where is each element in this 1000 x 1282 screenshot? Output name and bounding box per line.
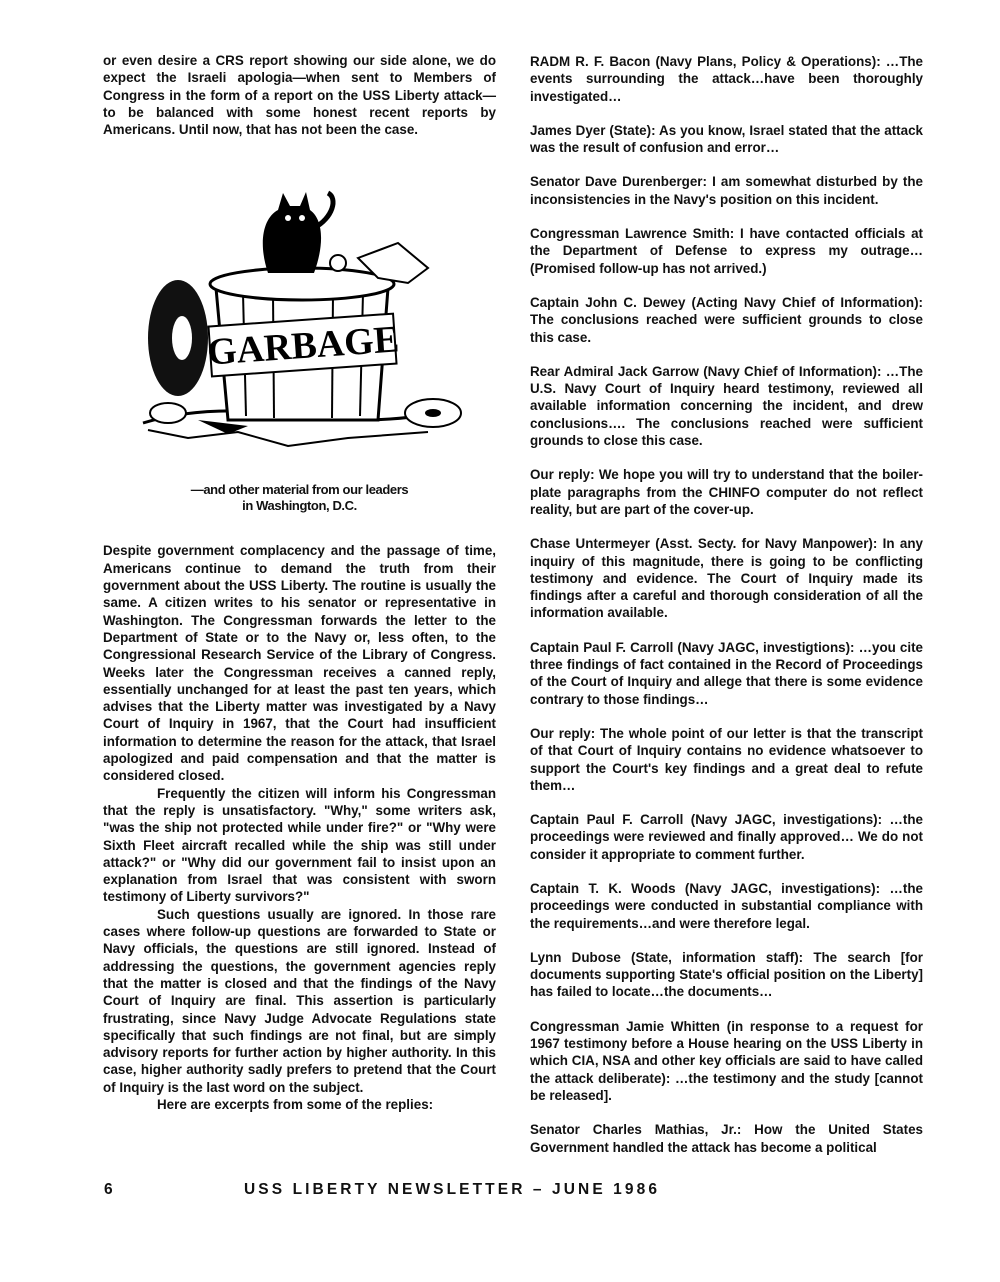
- reply-bacon: RADM R. F. Bacon (Navy Plans, Policy & Operations): …The events surrounding the attack…have been thoroughly investigated…: [530, 54, 923, 104]
- reply-whitten: Congressman Jamie Whitten (in response to a request for 1967 testimony before a House hearing on the USS Liberty in which CIA, NSA and other key officials are said to have called the attack deliberate): …the testimony and the study [cannot be released].: [530, 1018, 923, 1103]
- reply-carroll-2: Captain Paul F. Carroll (Navy JAGC, investigations): …the proceedings were reviewed and finally approved… We do not consider it appropriate to comment further.: [530, 812, 923, 862]
- body-paragraph-1: Despite government complacency and the passage of time, Americans continue to demand the truth from their government about the USS Liberty. The routine is usually the same. A citizen writes to his senator or representative in Washington. The Congressman forwards the letter to the Department of State or to the Navy or, less often, to the Congressional Research Service of the Library of Congress. Weeks later the Congressman receives a canned reply, essentially unchanged for at least the past ten years, which advises that the Liberty matter was investigated by a Navy Court of Inquiry in 1967, that the Court had insufficient information to determine the reason for the attack, that Israel apologized and paid compensation and that the matter is considered closed.: [103, 543, 496, 784]
- reply-durenberger: Senator Dave Durenberger: I am somewhat disturbed by the inconsistencies in the Navy's position on this incident.: [530, 174, 923, 207]
- reply-untermeyer: Chase Untermeyer (Asst. Secty. for Navy Manpower): In any inquiry of this magnitude, there is going to be conflicting testimony and evidence. The Court of Inquiry made its findings after a careful and thorough consideration of all the information available.: [530, 536, 923, 621]
- our-reply-2: Our reply: The whole point of our letter is that the transcript of that Court of Inquiry contains no evidence whatsoever to support the Court's key findings and a great deal to refute them…: [530, 725, 923, 793]
- reply-mathias: Senator Charles Mathias, Jr.: How the United States Government handled the attack has become a political: [530, 1122, 923, 1155]
- left-column: [103, 52, 496, 1113]
- body-paragraph-3: Such questions usually are ignored. In those rare cases where follow-up questions are forwarded to State or Navy officials, the questions are still ignored. Instead of addressing the questions, the government agencies reply that the matter is closed and that the findings of the Navy Court of Inquiry are final. This assertion is particularly frustrating, since Navy Judge Advocate Regulations state specifically that such findings are not final, but are simply advisory reports for further action by higher authority. In this case, higher authority sadly prefers to pretend that the Court of Inquiry is the last word on the subject.: [103, 906, 496, 1095]
- body-paragraph-2: Frequently the citizen will inform his Congressman that the reply is unsatisfactory. "Why," some writers ask, "was the ship not protected while under fire?" or "Why were Sixth Fleet aircraft recalled while the ship was still under attack?" or "Why did our government fail to insist upon an explanation from Israel that was consistent with sworn testimony of Liberty survivors?": [103, 785, 496, 905]
- reply-dewey: Captain John C. Dewey (Acting Navy Chief of Information): The conclusions reached were sufficient grounds to close this case.: [530, 294, 923, 345]
- svg-text:GARBAGE: GARBAGE: [205, 318, 401, 375]
- right-column: [530, 53, 923, 1173]
- caption-line-1: —and other material from our leaders: [190, 482, 409, 498]
- page-number: 6: [104, 1181, 113, 1198]
- reply-smith: Congressman Lawrence Smith: I have contacted officials at the Department of Defense to express my outrage… (Promised follow-up has not arrived.): [530, 226, 923, 276]
- body-paragraph-4: Here are excerpts from some of the replies:: [157, 1096, 434, 1112]
- reply-woods: Captain T. K. Woods (Navy JAGC, investigations): …the proceedings were conducted in substantial compliance with the requirements…and were therefore legal.: [530, 880, 923, 931]
- caption-line-2: in Washington, D.C.: [242, 498, 357, 514]
- our-reply-1: Our reply: We hope you will try to understand that the boiler-plate paragraphs from the CHINFO computer do not reflect reality, but are part of the cover-up.: [530, 467, 923, 517]
- intro-paragraph: or even desire a CRS report showing our side alone, we do expect the Israeli apologia—when sent to Members of Congress in the form of a report on the USS Liberty attack—to be balanced with some honest recent reports by Americans. Until now, that has not been the case.: [103, 53, 496, 138]
- newsletter-title: USS LIBERTY NEWSLETTER – JUNE 1986: [244, 1181, 661, 1198]
- reply-garrow: Rear Admiral Jack Garrow (Navy Chief of Information): …The U.S. Navy Court of Inquiry heard testimony, reviewed all available information concerning the incident, and drew conclusions…. The conclusions reached were sufficient grounds to close this case.: [530, 363, 923, 449]
- reply-dubose: Lynn Dubose (State, information staff): The search [for documents supporting State's official position on the Liberty] has failed to locate…the documents…: [530, 949, 923, 1000]
- garbage-can-illustration: [128, 188, 468, 468]
- page-footer: [104, 1181, 804, 1199]
- reply-dyer: James Dyer (State): As you know, Israel stated that the attack was the result of confusion and error…: [530, 122, 923, 156]
- reply-carroll-1: Captain Paul F. Carroll (Navy JAGC, investigtions): …you cite three findings of fact contained in the Record of Proceedings of the Court of Inquiry and allege that there is some evidence contrary to those findings…: [530, 639, 923, 707]
- illustration-caption: [103, 482, 496, 514]
